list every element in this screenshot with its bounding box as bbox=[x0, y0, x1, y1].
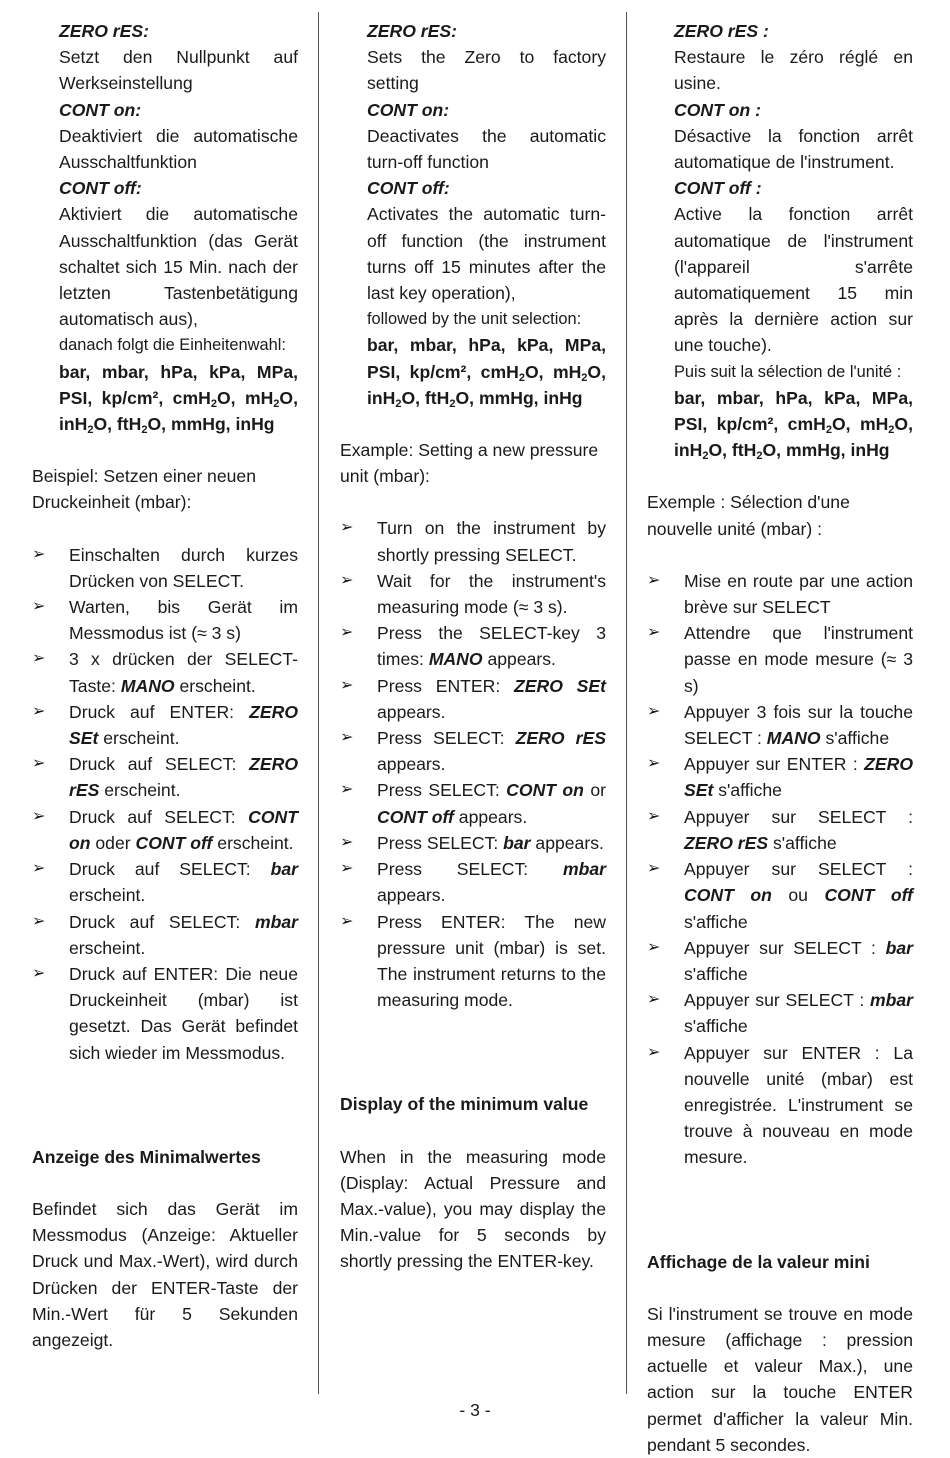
arrowhead-bullet-icon: ➢ bbox=[32, 912, 46, 930]
step-text: Press ENTER: ZERO SEt appears. bbox=[377, 675, 607, 722]
zero-res-label: ZERO rES : bbox=[674, 21, 769, 41]
unit-intro: followed by the unit selection: bbox=[367, 310, 582, 329]
step-item bbox=[32, 594, 298, 646]
column-german bbox=[32, 18, 298, 1353]
min-value-heading: Display of the minimum value bbox=[340, 1094, 589, 1115]
arrowhead-bullet-icon: ➢ bbox=[647, 702, 661, 720]
step-text: Appuyer sur ENTER : ZERO SEt s'affiche bbox=[684, 754, 913, 801]
step-item bbox=[32, 909, 298, 961]
arrowhead-bullet-icon: ➢ bbox=[32, 964, 46, 982]
cont-off-label: CONT off: bbox=[367, 178, 450, 199]
arrowhead-bullet-icon: ➢ bbox=[340, 781, 354, 799]
min-value-heading: Affichage de la valeur mini bbox=[647, 1251, 870, 1272]
arrowhead-bullet-icon: ➢ bbox=[340, 729, 354, 747]
step-item bbox=[340, 830, 606, 856]
step-text: Press the SELECT-key 3 times: MANO appears. bbox=[377, 623, 606, 670]
step-text: Turn on the instrument by shortly pressing SELECT. bbox=[377, 518, 606, 565]
step-text: 3 x drücken der SELECT-Taste: MANO erscheint. bbox=[69, 649, 298, 696]
step-item bbox=[647, 620, 913, 699]
step-item bbox=[647, 1040, 913, 1171]
step-item bbox=[340, 673, 606, 725]
step-item bbox=[647, 935, 913, 987]
step-item bbox=[32, 646, 298, 698]
step-text: Press SELECT: CONT on or CONT off appears. bbox=[377, 780, 606, 827]
arrowhead-bullet-icon: ➢ bbox=[647, 624, 661, 642]
step-item bbox=[647, 804, 913, 856]
column-divider bbox=[318, 12, 319, 1394]
arrowhead-bullet-icon: ➢ bbox=[32, 755, 46, 773]
step-text: Druck auf SELECT: bar erscheint. bbox=[69, 859, 298, 906]
arrowhead-bullet-icon: ➢ bbox=[647, 938, 661, 956]
step-item bbox=[32, 804, 298, 856]
step-text: Druck auf ENTER: ZERO SEt erscheint. bbox=[69, 701, 298, 749]
step-text: Einschalten durch kurzes Drücken von SELECT. bbox=[69, 544, 298, 591]
step-list bbox=[647, 568, 913, 1171]
unit-list: bar, mbar, hPa, kPa, MPa, PSI, kp/cm², cmH$_2$O, $mH_2O$, inH$_2$O, ftH$_2$O, mmHg, inHg bbox=[367, 335, 606, 410]
step-item bbox=[32, 961, 298, 1066]
unit-list: bar, mbar, hPa, kPa, MPa, PSI, kp/cm², cmH$_2$O, $mH_2O$, inH$_2$O, ftH$_2$O, mmHg, inHg bbox=[674, 387, 913, 463]
step-item bbox=[32, 542, 298, 594]
step-item bbox=[32, 751, 298, 803]
cont-on-label: CONT on: bbox=[367, 99, 450, 120]
step-item bbox=[340, 620, 606, 672]
arrowhead-bullet-icon: ➢ bbox=[32, 702, 46, 720]
arrowhead-bullet-icon: ➢ bbox=[340, 833, 354, 851]
step-text: Appuyer sur SELECT : CONT on ou CONT off s'affiche bbox=[684, 859, 913, 932]
step-item bbox=[32, 699, 298, 751]
arrowhead-bullet-icon: ➢ bbox=[647, 860, 661, 878]
arrowhead-bullet-icon: ➢ bbox=[647, 1043, 661, 1061]
arrowhead-bullet-icon: ➢ bbox=[340, 519, 354, 537]
step-item bbox=[340, 856, 606, 908]
cont-off-label: CONT off: bbox=[59, 178, 142, 199]
arrowhead-bullet-icon: ➢ bbox=[340, 860, 354, 878]
cont-on-label: CONT on : bbox=[674, 99, 761, 120]
example-heading: Example: Setting a new pressure unit (mbar): bbox=[340, 440, 599, 487]
arrowhead-bullet-icon: ➢ bbox=[32, 860, 46, 878]
step-item bbox=[647, 987, 913, 1039]
cont-off-text: Activates the automatic turn-off function (the instrument turns off 15 minutes after the last key operation), bbox=[367, 204, 606, 304]
arrowhead-bullet-icon: ➢ bbox=[32, 545, 46, 563]
column-french bbox=[647, 18, 913, 1458]
step-text: Press ENTER: The new pressure unit (mbar) is set. The instrument returns to the measuring mode. bbox=[377, 911, 606, 1011]
unit-intro: danach folgt die Einheitenwahl: bbox=[59, 336, 286, 355]
zero-res-label: ZERO rES: bbox=[59, 21, 149, 41]
min-value-text: When in the measuring mode (Display: Actual Pressure and Max.-value), you may display the Min.-value for 5 seconds by shortly pressing the ENTER-key. bbox=[340, 1146, 606, 1272]
step-text: Druck auf SELECT: mbar erscheint. bbox=[69, 911, 298, 958]
arrowhead-bullet-icon: ➢ bbox=[340, 912, 354, 930]
step-item bbox=[647, 856, 913, 935]
step-item bbox=[647, 568, 913, 620]
arrowhead-bullet-icon: ➢ bbox=[32, 807, 46, 825]
cont-on-text: Deaktiviert die automatische Ausschaltfunktion bbox=[59, 125, 298, 173]
cont-off-text: Active la fonction arrêt automatique de l'instrument (l'appareil s'arrête automatiquement 15 min après la dernière action sur une touche). bbox=[674, 204, 913, 356]
step-text: Warten, bis Gerät im Messmodus ist (≈ 3 s) bbox=[69, 597, 298, 644]
step-text: Appuyer 3 fois sur la touche SELECT : MANO s'affiche bbox=[684, 701, 913, 749]
step-item bbox=[340, 568, 606, 620]
step-text: Appuyer sur SELECT : bar s'affiche bbox=[684, 937, 913, 984]
arrowhead-bullet-icon: ➢ bbox=[32, 650, 46, 668]
step-list bbox=[32, 542, 298, 1066]
step-text: Druck auf ENTER: Die neue Druckeinheit (mbar) ist gesetzt. Das Gerät befindet sich wieder im Messmodus. bbox=[69, 963, 298, 1063]
step-text: Druck auf SELECT: CONT on oder CONT off erscheint. bbox=[69, 806, 298, 853]
step-item bbox=[340, 777, 606, 829]
zero-res-label: ZERO rES: bbox=[367, 21, 457, 41]
arrowhead-bullet-icon: ➢ bbox=[647, 807, 661, 825]
step-text: Attendre que l'instrument passe en mode mesure (≈ 3 s) bbox=[684, 623, 913, 696]
zero-res-text: Setzt den Nullpunkt auf Werkseinstellung bbox=[59, 47, 298, 94]
cont-on-label: CONT on: bbox=[59, 99, 142, 120]
cont-off-text: Aktiviert die automatische Ausschaltfunktion (das Gerät schaltet sich 15 Min. nach der letzten Tastenbetätigung automatisch aus), bbox=[59, 204, 298, 330]
step-item bbox=[340, 725, 606, 777]
arrowhead-bullet-icon: ➢ bbox=[340, 624, 354, 642]
arrowhead-bullet-icon: ➢ bbox=[647, 755, 661, 773]
step-text: Press SELECT: mbar appears. bbox=[377, 859, 606, 906]
step-text: Mise en route par une action brève sur SELECT bbox=[684, 570, 913, 618]
min-value-text: Si l'instrument se trouve en mode mesure (affichage : pression actuelle et valeur Max.), une action sur la touche ENTER permet d'afficher la valeur Min. pendant 5 secondes. bbox=[647, 1303, 913, 1455]
step-item bbox=[340, 515, 606, 567]
step-item bbox=[340, 909, 606, 1014]
cont-on-text: Deactivates the automatic turn-off function bbox=[367, 125, 606, 173]
example-heading: Exemple : Sélection d'une nouvelle unité (mbar) : bbox=[647, 492, 850, 539]
arrowhead-bullet-icon: ➢ bbox=[647, 571, 661, 589]
column-divider bbox=[626, 12, 627, 1394]
cont-off-label: CONT off : bbox=[674, 178, 762, 199]
step-text: Press SELECT: bar appears. bbox=[377, 832, 604, 853]
arrowhead-bullet-icon: ➢ bbox=[340, 676, 354, 694]
step-list bbox=[340, 515, 606, 1013]
zero-res-text: Restaure le zéro réglé en usine. bbox=[674, 47, 913, 94]
zero-res-text: Sets the Zero to factory setting bbox=[367, 47, 606, 94]
min-value-heading: Anzeige des Minimalwertes bbox=[32, 1146, 261, 1167]
step-text: Appuyer sur SELECT : mbar s'affiche bbox=[684, 990, 913, 1037]
unit-list: bar, mbar, hPa, kPa, MPa, PSI, kp/cm², cmH$_2$O, $mH_2O$, inH$_2$O, ftH$_2$O, mmHg, inHg bbox=[59, 361, 298, 437]
page-number: - 3 - bbox=[459, 1400, 491, 1420]
step-item bbox=[647, 751, 913, 803]
step-text: Appuyer sur SELECT : ZERO rES s'affiche bbox=[684, 806, 913, 853]
example-heading: Beispiel: Setzen einer neuen Druckeinheit (mbar): bbox=[32, 466, 256, 513]
arrowhead-bullet-icon: ➢ bbox=[340, 571, 354, 589]
step-item bbox=[647, 699, 913, 751]
min-value-text: Befindet sich das Gerät im Messmodus (Anzeige: Aktueller Druck und Max.-Wert), wird durch Drücken der ENTER-Taste der Min.-Wert für 5 Sekunden angezeigt. bbox=[32, 1198, 298, 1350]
step-text: Appuyer sur ENTER : La nouvelle unité (mbar) est enregistrée. L'instrument se trouve à nouveau en mode mesure. bbox=[684, 1042, 913, 1168]
step-text: Druck auf SELECT: ZERO rES erscheint. bbox=[69, 754, 298, 801]
step-item bbox=[32, 856, 298, 908]
column-english bbox=[340, 18, 606, 1275]
step-text: Wait for the instrument's measuring mode (≈ 3 s). bbox=[377, 570, 606, 618]
cont-on-text: Désactive la fonction arrêt automatique de l'instrument. bbox=[674, 125, 913, 173]
unit-intro: Puis suit la sélection de l'unité : bbox=[674, 362, 902, 381]
arrowhead-bullet-icon: ➢ bbox=[32, 598, 46, 616]
arrowhead-bullet-icon: ➢ bbox=[647, 991, 661, 1009]
step-text: Press SELECT: ZERO rES appears. bbox=[377, 728, 606, 775]
